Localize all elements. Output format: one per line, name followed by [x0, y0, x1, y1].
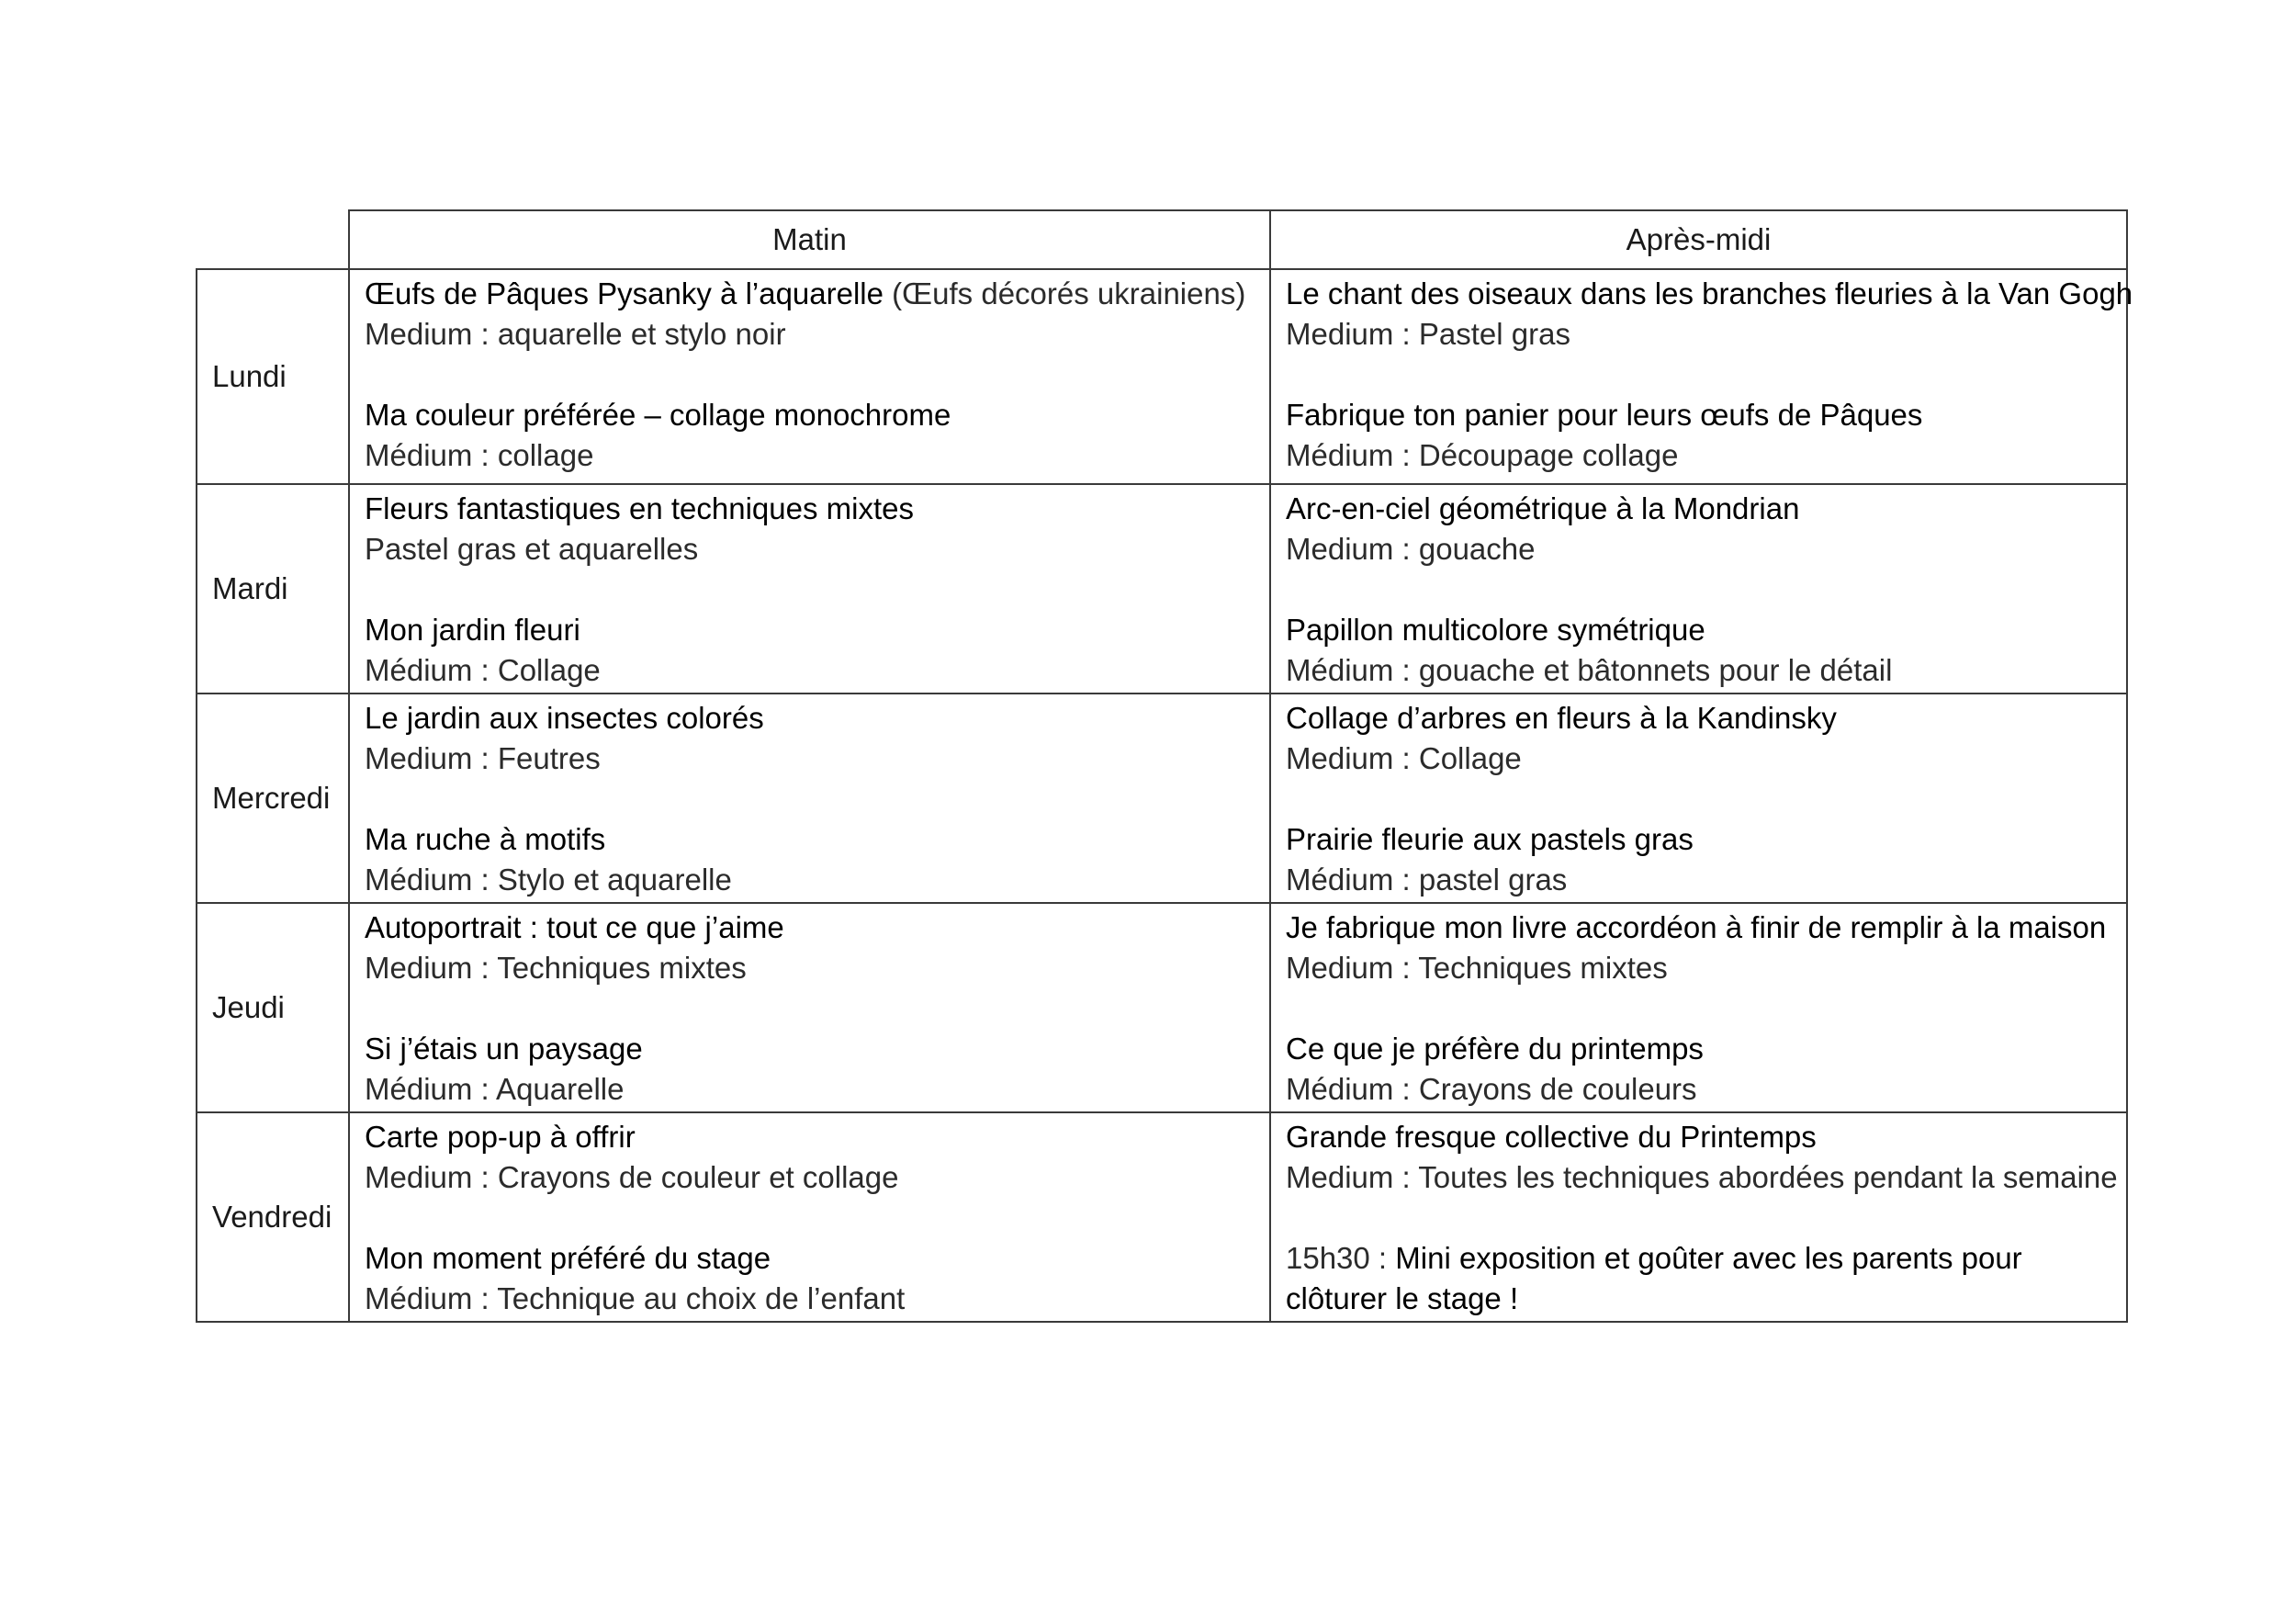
day-label: Jeudi: [197, 903, 349, 1112]
activity-title: Le jardin aux insectes colorés: [365, 701, 764, 735]
activity-medium: Médium : Aquarelle: [365, 1072, 625, 1106]
morning-cell: [349, 269, 1270, 484]
morning-cell: [349, 1112, 1270, 1322]
activity-medium: Medium : aquarelle et stylo noir: [365, 317, 786, 351]
activity-medium: Medium : Toutes les techniques abordées pendant la semaine: [1286, 1160, 2118, 1194]
activity-medium: Medium : Techniques mixtes: [1286, 951, 1668, 985]
header-afternoon: Après-midi: [1270, 210, 2127, 269]
activity-medium: Médium : Découpage collage: [1286, 438, 1679, 472]
morning-cell: [349, 694, 1270, 903]
activity-medium: Médium : Collage: [365, 653, 601, 687]
activity-title: Mon jardin fleuri: [365, 613, 580, 647]
afternoon-cell: [1270, 1112, 2127, 1322]
activity-title: Le chant des oiseaux dans les branches fleuries à la Van Gogh: [1286, 276, 2133, 310]
header-morning: Matin: [349, 210, 1270, 269]
row-jeudi: [197, 903, 2127, 1112]
corner-cell: [197, 210, 349, 269]
activity-medium: Medium : Collage: [1286, 741, 1522, 775]
activity-medium: Médium : pastel gras: [1286, 863, 1568, 897]
row-mercredi: [197, 694, 2127, 903]
weekly-schedule-table: [196, 209, 2133, 1323]
row-vendredi: [197, 1112, 2127, 1322]
activity-title: Fleurs fantastiques en techniques mixtes: [365, 491, 914, 525]
activity-title: Arc-en-ciel géométrique à la Mondrian: [1286, 491, 1800, 525]
activity-title: Carte pop-up à offrir: [365, 1120, 636, 1154]
activity-title: Mon moment préféré du stage: [365, 1241, 771, 1275]
activity-title: Œufs de Pâques Pysanky à l’aquarelle (Œufs décorés ukrainiens): [365, 276, 1246, 310]
activity-title: Si j’étais un paysage: [365, 1032, 643, 1066]
day-label: Mardi: [197, 484, 349, 694]
activity-medium: Médium : Stylo et aquarelle: [365, 863, 732, 897]
day-label: Mercredi: [197, 694, 349, 903]
activity-medium: Pastel gras et aquarelles: [365, 532, 699, 566]
activity-title: Ma couleur préférée – collage monochrome: [365, 398, 951, 432]
activity-title: Prairie fleurie aux pastels gras: [1286, 822, 1694, 856]
activity-medium: Médium : gouache et bâtonnets pour le détail: [1286, 653, 1893, 687]
afternoon-cell: [1270, 903, 2127, 1112]
activity-medium: Medium : Feutres: [365, 741, 601, 775]
activity-title: Ce que je préfère du printemps: [1286, 1032, 1704, 1066]
activity-title: Je fabrique mon livre accordéon à finir de remplir à la maison: [1286, 910, 2107, 944]
activity-title: Papillon multicolore symétrique: [1286, 613, 1705, 647]
afternoon-cell: [1270, 269, 2133, 484]
activity-note: (Œufs décorés ukrainiens): [892, 276, 1246, 310]
activity-title: Fabrique ton panier pour leurs œufs de Pâques: [1286, 398, 1923, 432]
activity-title: Grande fresque collective du Printemps: [1286, 1120, 1817, 1154]
activity-medium: Medium : Techniques mixtes: [365, 951, 747, 985]
activity-title: Collage d’arbres en fleurs à la Kandinsky: [1286, 701, 1837, 735]
activity-medium: Medium : Pastel gras: [1286, 317, 1570, 351]
day-label: Lundi: [197, 269, 349, 484]
row-mardi: [197, 484, 2127, 694]
morning-cell: [349, 903, 1270, 1112]
afternoon-cell: [1270, 694, 2127, 903]
row-lundi: [197, 269, 2127, 484]
activity-title: Ma ruche à motifs: [365, 822, 606, 856]
afternoon-cell: [1270, 484, 2127, 694]
activity-title: Autoportrait : tout ce que j’aime: [365, 910, 784, 944]
activity-title: 15h30 : Mini exposition et goûter avec les parents pour clôturer le stage !: [1286, 1241, 2022, 1315]
morning-cell: [349, 484, 1270, 694]
activity-medium: Medium : Crayons de couleur et collage: [365, 1160, 899, 1194]
activity-medium: Médium : collage: [365, 438, 594, 472]
day-label: Vendredi: [197, 1112, 349, 1322]
activity-medium: Médium : Crayons de couleurs: [1286, 1072, 1697, 1106]
activity-medium: Medium : gouache: [1286, 532, 1536, 566]
activity-time: 15h30 :: [1286, 1241, 1388, 1275]
activity-medium: Médium : Technique au choix de l’enfant: [365, 1281, 906, 1315]
